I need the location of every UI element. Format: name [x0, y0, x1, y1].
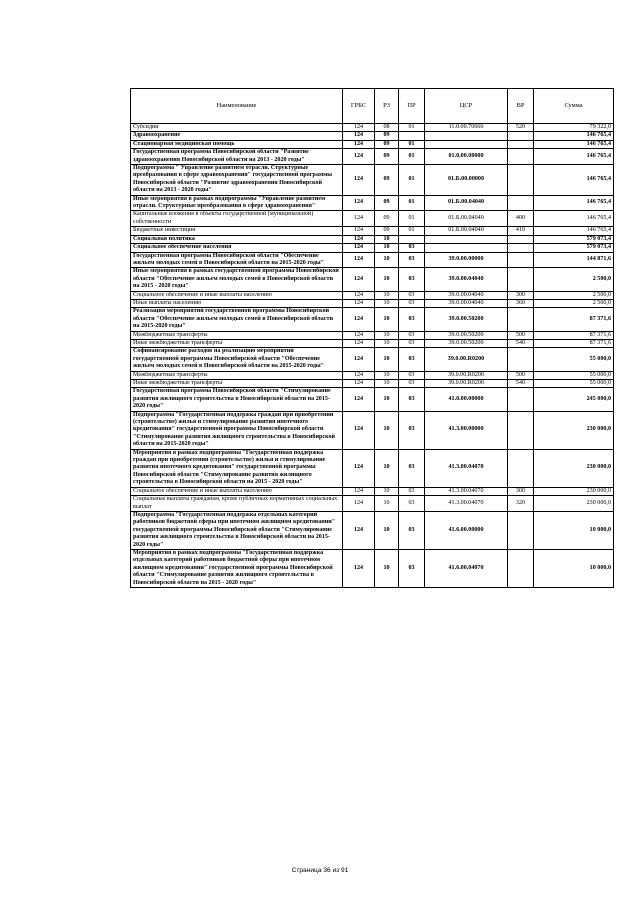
- cell-rz: 10: [375, 252, 399, 268]
- cell-pr: 03: [399, 308, 425, 331]
- cell-grbs: 124: [343, 511, 375, 549]
- cell-pr: 03: [399, 380, 425, 388]
- cell-sum: 79 322,0: [534, 124, 614, 132]
- header-grbs: ГРБС: [343, 89, 375, 124]
- cell-grbs: 124: [343, 299, 375, 307]
- cell-rz: 10: [375, 331, 399, 339]
- cell-name: Социальное обеспечение населения: [131, 244, 343, 252]
- header-sum: Сумма: [534, 89, 614, 124]
- cell-csr: 01.Б.00.04040: [425, 195, 508, 211]
- cell-grbs: 124: [343, 449, 375, 487]
- cell-rz: 10: [375, 371, 399, 379]
- cell-sum: 144 871,6: [534, 252, 614, 268]
- table-row: [131, 449, 614, 487]
- cell-sum: 87 371,6: [534, 339, 614, 347]
- cell-rz: 09: [375, 140, 399, 148]
- cell-rz: 10: [375, 496, 399, 512]
- cell-pr: 03: [399, 244, 425, 252]
- cell-csr: 41.3.00.04070: [425, 449, 508, 487]
- table-row: [131, 299, 614, 307]
- header-pr: ПР: [399, 89, 425, 124]
- table-row: [131, 165, 614, 196]
- cell-vr: [508, 149, 534, 165]
- cell-sum: 579 073,4: [534, 244, 614, 252]
- cell-grbs: 124: [343, 132, 375, 140]
- cell-rz: 10: [375, 549, 399, 587]
- cell-name: Здравоохранение: [131, 132, 343, 140]
- cell-rz: 10: [375, 348, 399, 371]
- table-row: [131, 380, 614, 388]
- cell-vr: 500: [508, 331, 534, 339]
- table-row: [131, 308, 614, 331]
- cell-name: Государственная программа Новосибирской области "Развитие здравоохранения Новосибирской области на 2013 - 2020 годы": [131, 149, 343, 165]
- cell-grbs: 124: [343, 411, 375, 449]
- table-body: [131, 124, 614, 588]
- cell-grbs: 124: [343, 268, 375, 291]
- table-row: [131, 252, 614, 268]
- cell-pr: 01: [399, 140, 425, 148]
- cell-csr: 39.0.00.04040: [425, 291, 508, 299]
- cell-pr: 03: [399, 331, 425, 339]
- cell-pr: 01: [399, 124, 425, 132]
- cell-csr: [425, 235, 508, 243]
- cell-name: Бюджетные инвестиции: [131, 227, 343, 235]
- cell-sum: 87 371,6: [534, 331, 614, 339]
- table-row: [131, 244, 614, 252]
- cell-grbs: 124: [343, 124, 375, 132]
- table-row: [131, 371, 614, 379]
- cell-grbs: 124: [343, 348, 375, 371]
- cell-rz: 10: [375, 339, 399, 347]
- cell-rz: 08: [375, 124, 399, 132]
- cell-pr: [399, 235, 425, 243]
- cell-csr: [425, 140, 508, 148]
- cell-csr: 41.3.00.04070: [425, 487, 508, 495]
- cell-rz: 10: [375, 411, 399, 449]
- cell-pr: 03: [399, 371, 425, 379]
- cell-csr: 01.0.00.00000: [425, 149, 508, 165]
- table-row: [131, 348, 614, 371]
- cell-name: Стационарная медицинская помощь: [131, 140, 343, 148]
- cell-csr: 01.Б.00.04040: [425, 211, 508, 227]
- cell-vr: [508, 140, 534, 148]
- cell-sum: 10 000,0: [534, 549, 614, 587]
- cell-rz: 10: [375, 308, 399, 331]
- table-row: [131, 291, 614, 299]
- cell-grbs: 124: [343, 331, 375, 339]
- cell-grbs: 124: [343, 227, 375, 235]
- cell-vr: 410: [508, 227, 534, 235]
- table-row: [131, 149, 614, 165]
- cell-name: Иные межбюджетные трансферты: [131, 339, 343, 347]
- cell-name: Реализация мероприятий государственной программы Новосибирской области "Обеспечение жильем молодых семей в Новосибирской области на 2015-2020 годы": [131, 308, 343, 331]
- cell-rz: 10: [375, 380, 399, 388]
- cell-pr: 03: [399, 339, 425, 347]
- cell-csr: 11.0.00.70660: [425, 124, 508, 132]
- cell-name: Иные мероприятия в рамках государственной программы Новосибирской области "Обеспечение жильем молодых семей в Новосибирской области на 2015 - 2020 годы": [131, 268, 343, 291]
- cell-grbs: 124: [343, 339, 375, 347]
- cell-sum: 2 500,0: [534, 268, 614, 291]
- cell-grbs: 124: [343, 388, 375, 411]
- cell-vr: 300: [508, 487, 534, 495]
- cell-vr: [508, 411, 534, 449]
- table-row: [131, 496, 614, 512]
- table-row: [131, 124, 614, 132]
- cell-grbs: 124: [343, 211, 375, 227]
- cell-vr: [508, 511, 534, 549]
- page-footer: Страница 36 из 91: [291, 867, 349, 874]
- cell-sum: 55 000,0: [534, 371, 614, 379]
- cell-rz: 09: [375, 227, 399, 235]
- cell-grbs: 124: [343, 371, 375, 379]
- cell-name: Мероприятия в рамках подпрограммы "Государственная поддержка граждан при приобретении (строительстве) жилья и стимулирование развития ипотечного кредитования" государственной программы Новосибирской области "Стимулирование развития жилищного строительства в Новосибирской области на 2015 - 2020 годы": [131, 449, 343, 487]
- cell-sum: 245 000,0: [534, 388, 614, 411]
- cell-vr: [508, 348, 534, 371]
- cell-pr: 01: [399, 211, 425, 227]
- cell-grbs: 124: [343, 308, 375, 331]
- cell-vr: 320: [508, 496, 534, 512]
- cell-grbs: 124: [343, 244, 375, 252]
- cell-pr: 03: [399, 549, 425, 587]
- cell-pr: 01: [399, 149, 425, 165]
- cell-csr: 39.0.00.R0200: [425, 380, 508, 388]
- cell-csr: [425, 244, 508, 252]
- cell-sum: 146 765,4: [534, 149, 614, 165]
- cell-sum: 87 371,6: [534, 308, 614, 331]
- cell-sum: 2 500,0: [534, 299, 614, 307]
- table-row: [131, 132, 614, 140]
- cell-name: Государственная программа Новосибирской области "Обеспечение жильем молодых семей в Новосибирской области на 2015-2020 годы": [131, 252, 343, 268]
- cell-rz: 10: [375, 511, 399, 549]
- cell-pr: 03: [399, 388, 425, 411]
- budget-table: [130, 88, 614, 588]
- cell-grbs: 124: [343, 140, 375, 148]
- header-vr: ВР: [508, 89, 534, 124]
- cell-csr: 01.Б.00.04040: [425, 227, 508, 235]
- cell-csr: 41.3.00.00000: [425, 411, 508, 449]
- table-row: [131, 331, 614, 339]
- cell-rz: 09: [375, 132, 399, 140]
- cell-vr: 400: [508, 211, 534, 227]
- cell-sum: 55 000,0: [534, 380, 614, 388]
- table-row: [131, 487, 614, 495]
- table-row: [131, 235, 614, 243]
- cell-vr: [508, 388, 534, 411]
- cell-pr: 03: [399, 411, 425, 449]
- cell-vr: 360: [508, 299, 534, 307]
- cell-vr: 540: [508, 339, 534, 347]
- header-rz: РЗ: [375, 89, 399, 124]
- cell-vr: [508, 132, 534, 140]
- cell-name: Субсидии: [131, 124, 343, 132]
- cell-name: Иные выплаты населению: [131, 299, 343, 307]
- cell-grbs: 124: [343, 149, 375, 165]
- cell-grbs: 124: [343, 252, 375, 268]
- cell-rz: 10: [375, 388, 399, 411]
- cell-csr: 39.0.00.04040: [425, 268, 508, 291]
- cell-vr: [508, 195, 534, 211]
- cell-name: Межбюджетные трансферты: [131, 331, 343, 339]
- cell-sum: 2 500,0: [534, 291, 614, 299]
- cell-csr: 39.0.00.50200: [425, 339, 508, 347]
- table-row: [131, 227, 614, 235]
- cell-pr: 01: [399, 195, 425, 211]
- cell-name: Иные межбюджетные трансферты: [131, 380, 343, 388]
- cell-sum: 230 000,0: [534, 496, 614, 512]
- cell-vr: [508, 549, 534, 587]
- cell-name: Капитальные вложения в объекты государственной (муниципальной) собственности: [131, 211, 343, 227]
- cell-name: Подпрограмма "Государственная поддержка граждан при приобретении (строительстве) жилья и стимулирование развития ипотечного кредитования" государственной программы Новосибирской области "Стимулирование развития жилищного строительства в Новосибирской области на 2015-2020 годы": [131, 411, 343, 449]
- cell-name: Мероприятия в рамках подпрограммы "Государственная поддержка отдельных категорий работников бюджетной сферы при ипотечном жилищном кредитовании" государственной программы Новосибирской области "Стимулирование развития жилищного строительства в Новосибирской области на 2015 - 2020 годы": [131, 549, 343, 587]
- cell-name: Социальная политика: [131, 235, 343, 243]
- cell-rz: 10: [375, 244, 399, 252]
- cell-csr: 41.6.00.00000: [425, 511, 508, 549]
- cell-sum: 146 765,4: [534, 132, 614, 140]
- cell-sum: 10 000,0: [534, 511, 614, 549]
- cell-name: Иные мероприятия в рамках подпрограммы "Управление развитием отрасли. Структурные преобразования в сфере здравоохранения": [131, 195, 343, 211]
- cell-vr: [508, 252, 534, 268]
- cell-vr: [508, 235, 534, 243]
- cell-pr: 01: [399, 165, 425, 196]
- cell-vr: [508, 308, 534, 331]
- cell-pr: 03: [399, 299, 425, 307]
- cell-vr: [508, 244, 534, 252]
- cell-sum: 55 000,0: [534, 348, 614, 371]
- table-header-row: [131, 89, 614, 124]
- cell-pr: 03: [399, 496, 425, 512]
- cell-sum: 230 000,0: [534, 449, 614, 487]
- cell-name: Социальное обеспечение и иные выплаты населению: [131, 291, 343, 299]
- cell-pr: 03: [399, 252, 425, 268]
- cell-grbs: 124: [343, 496, 375, 512]
- cell-vr: [508, 165, 534, 196]
- cell-rz: 10: [375, 487, 399, 495]
- cell-csr: 41.3.00.04070: [425, 496, 508, 512]
- cell-name: Межбюджетные трансферты: [131, 371, 343, 379]
- cell-csr: [425, 132, 508, 140]
- cell-grbs: 124: [343, 165, 375, 196]
- table-row: [131, 140, 614, 148]
- table-row: [131, 211, 614, 227]
- cell-csr: 39.0.00.R0200: [425, 348, 508, 371]
- cell-csr: 39.0.00.50200: [425, 331, 508, 339]
- table-row: [131, 411, 614, 449]
- cell-rz: 10: [375, 299, 399, 307]
- cell-csr: 39.0.00.R0200: [425, 371, 508, 379]
- cell-rz: 09: [375, 211, 399, 227]
- cell-pr: 03: [399, 348, 425, 371]
- table-row: [131, 339, 614, 347]
- cell-vr: [508, 449, 534, 487]
- cell-sum: 146 765,4: [534, 195, 614, 211]
- table-row: [131, 268, 614, 291]
- cell-grbs: 124: [343, 195, 375, 211]
- cell-rz: 10: [375, 291, 399, 299]
- cell-vr: 300: [508, 291, 534, 299]
- cell-sum: 579 073,4: [534, 235, 614, 243]
- cell-sum: 230 000,0: [534, 487, 614, 495]
- table-row: [131, 511, 614, 549]
- table-row: [131, 195, 614, 211]
- table-row: [131, 549, 614, 587]
- cell-csr: 01.Б.00.00000: [425, 165, 508, 196]
- cell-csr: 41.6.00.04070: [425, 549, 508, 587]
- cell-vr: 540: [508, 380, 534, 388]
- header-name: Наименование: [131, 89, 343, 124]
- cell-grbs: 124: [343, 549, 375, 587]
- cell-vr: 500: [508, 371, 534, 379]
- cell-csr: 41.0.00.00000: [425, 388, 508, 411]
- cell-sum: 146 765,4: [534, 140, 614, 148]
- cell-rz: 10: [375, 268, 399, 291]
- cell-rz: 09: [375, 195, 399, 211]
- cell-grbs: 124: [343, 291, 375, 299]
- cell-rz: 09: [375, 165, 399, 196]
- table-row: [131, 388, 614, 411]
- cell-grbs: 124: [343, 235, 375, 243]
- cell-sum: 146 765,4: [534, 211, 614, 227]
- cell-rz: 09: [375, 149, 399, 165]
- cell-sum: 230 000,0: [534, 411, 614, 449]
- cell-name: Подпрограмма " Управление развитием отрасли. Структурные преобразования в сфере здравоохранения" государственной программы Новосибирской области "Развитие здравоохранения Новосибирской области на 2013 - 2020 годы": [131, 165, 343, 196]
- cell-name: Социальное обеспечение и иные выплаты населению: [131, 487, 343, 495]
- cell-pr: 03: [399, 511, 425, 549]
- cell-pr: [399, 132, 425, 140]
- cell-pr: 03: [399, 449, 425, 487]
- cell-pr: 03: [399, 487, 425, 495]
- cell-pr: 03: [399, 291, 425, 299]
- cell-pr: 03: [399, 268, 425, 291]
- cell-vr: 520: [508, 124, 534, 132]
- cell-csr: 39.0.00.00000: [425, 252, 508, 268]
- cell-sum: 146 765,4: [534, 165, 614, 196]
- cell-name: Социальные выплаты гражданам, кроме публичных нормативных социальных выплат: [131, 496, 343, 512]
- cell-csr: 39.0.00.04040: [425, 299, 508, 307]
- cell-vr: [508, 268, 534, 291]
- cell-rz: 10: [375, 235, 399, 243]
- cell-pr: 01: [399, 227, 425, 235]
- cell-grbs: 124: [343, 380, 375, 388]
- cell-grbs: 124: [343, 487, 375, 495]
- header-csr: ЦСР: [425, 89, 508, 124]
- cell-rz: 10: [375, 449, 399, 487]
- cell-name: Софинансирование расходов на реализацию мероприятий государственной программы Новосибирской области "Обеспечение жильем молодых семей в Новосибирской области на 2015-2020 годы": [131, 348, 343, 371]
- cell-csr: 39.0.00.50200: [425, 308, 508, 331]
- cell-name: Подпрограмма "Государственная поддержка отдельных категорий работников бюджетной сферы при ипотечном жилищном кредитовании" государственной программы Новосибирской области "Стимулирование развития жилищного строительства в Новосибирской области на 2015-2020 годы": [131, 511, 343, 549]
- cell-name: Государственная программа Новосибирской области "Стимулирование развития жилищного строительства в Новосибирской области на 2015-2020 годы": [131, 388, 343, 411]
- cell-sum: 146 765,4: [534, 227, 614, 235]
